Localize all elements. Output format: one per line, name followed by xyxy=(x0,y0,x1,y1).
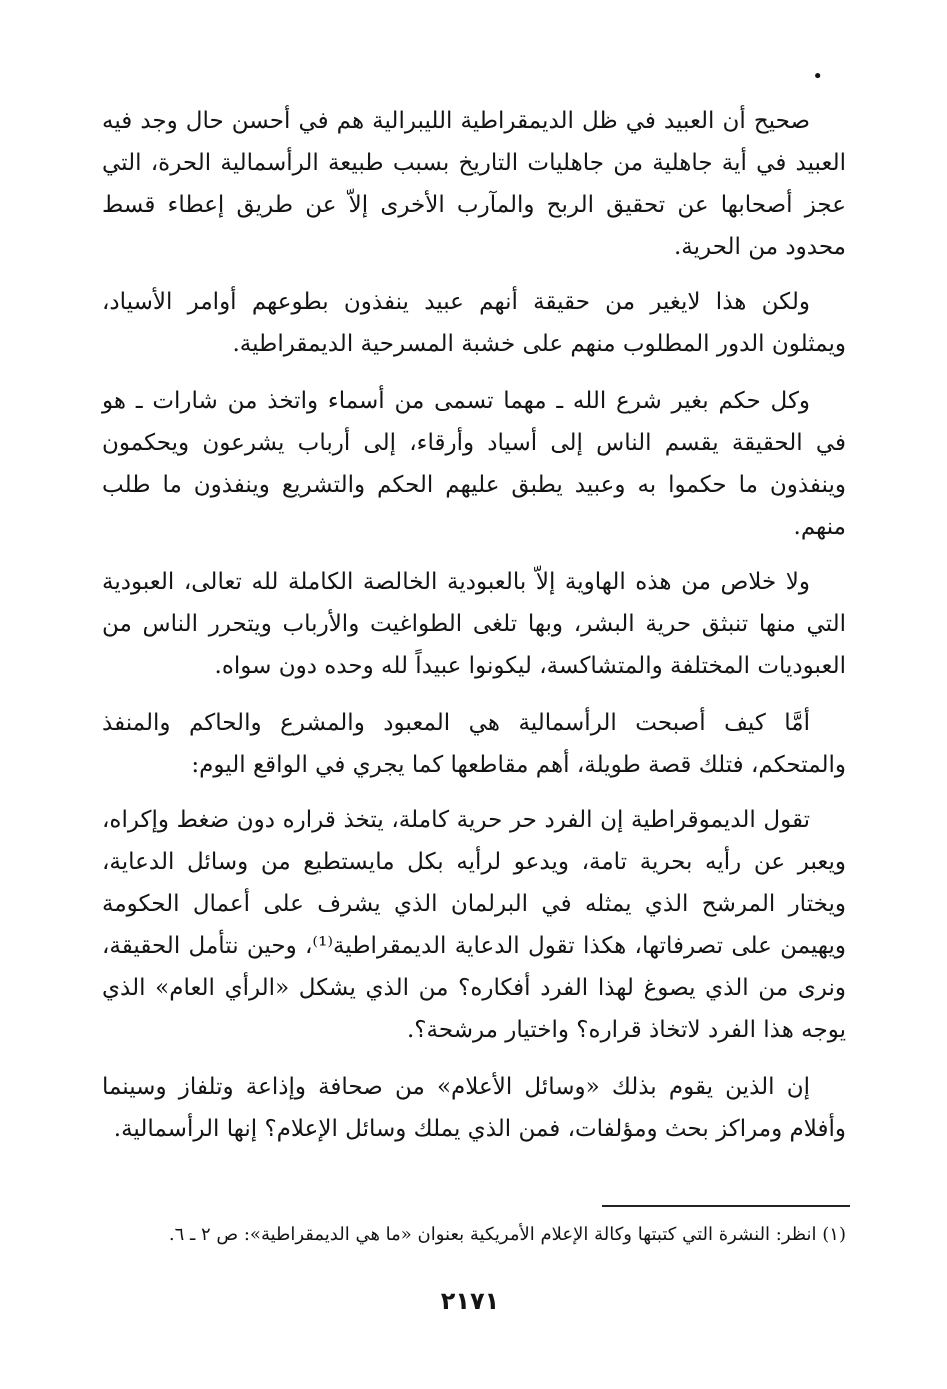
top-dot-mark: • xyxy=(812,66,823,87)
footnote-divider xyxy=(602,1205,850,1207)
paragraph-slaves-obey-masters: ولكن هذا لايغير من حقيقة أنهم عبيد ينفذون بطوعهم أوامر الأسياد، ويمثلون الدور المطلوب منهم على خشبة المسرحية الديمقراطية. xyxy=(102,289,846,357)
paragraph-no-escape-except-worship: ولا خلاص من هذه الهاوية إلاّ بالعبودية الخالصة الكاملة لله تعالى، العبودية التي منها تنبثق حرية البشر، وبها تلغى الطواغيت والأرباب ويتحرر الناس من العبوديات المختلفة والمتشاكسة، ليكونوا عبيداً لله وحده دون سواه. xyxy=(102,569,846,679)
paragraph-rule-without-sharia: وكل حكم بغير شرع الله ـ مهما تسمى من أسماء واتخذ من شارات ـ هو في الحقيقة يقسم الناس إلى أسياد وأرقاء، إلى أرباب يشرعون ويحكمون وينفذون ما حكموا به وعبيد يطبق عليهم الحكم والتشريع وينفذون ما طلب منهم. xyxy=(102,388,847,540)
paragraph-democracy-claims: تقول الديموقراطية إن الفرد حر حرية كاملة، يتخذ قراره دون ضغط وإكراه، ويعبر عن رأيه بحرية تامة، ويدعو لرأيه بكل مايستطيع من وسائل الدعاية، ويختار المرشح الذي يمثله في البرلمان الذي يشرف على أعمال الحكومة ويهيمن على تصرفاتها، هكذا تقول الدعاية الديمقراطية⁽¹⁾، وحين نتأمل الحقيقة، ونرى من الذي يصوغ لهذا الفرد أفكاره؟ من الذي يشكل «الرأي العام» الذي يوجه هذا الفرد لاتخاذ قراره؟ واختيار مرشحة؟. xyxy=(102,807,847,1043)
main-text xyxy=(102,100,846,1165)
paragraph-capitalism-became-ruler: أمَّا كيف أصبحت الرأسمالية هي المعبود والمشرع والحاكم والمنفذ والمتحكم، فتلك قصة طويلة، أهم مقاطعها كما يجري في الواقع اليوم: xyxy=(102,710,846,778)
paragraph-liberal-democracy-slaves: صحيح أن العبيد في ظل الديمقراطية الليبرالية هم في أحسن حال وجد فيه العبيد في أية جاهلية من جاهليات التاريخ بسبب طبيعة الرأسمالية الحرة، التي عجز أصحابها عن تحقيق الربح والمآرب الأخرى إلاّ عن طريق إعطاء قسط محدود من الحرية. xyxy=(102,108,846,260)
paragraph-media-ownership: إن الذين يقوم بذلك «وسائل الأعلام» من صحافة وإذاعة وتلفاز وسينما وأفلام ومراكز بحث ومؤلفات، فمن الذي يملك وسائل الإعلام؟ إنها الرأسمالية. xyxy=(102,1074,846,1142)
footnote: (١) انظر: النشرة التي كتبتها وكالة الإعلام الأمريكية بعنوان «ما هي الديمقراطية»: ص ٢ ـ ٦. xyxy=(168,1224,846,1245)
page-number: ٢١٧١ xyxy=(440,1287,500,1315)
